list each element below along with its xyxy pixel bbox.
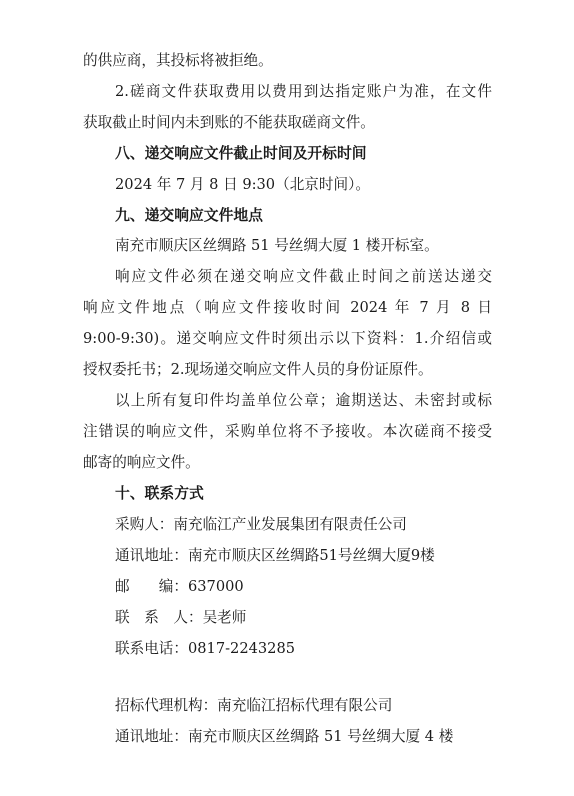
agency-name: 招标代理机构：南充临江招标代理有限公司 [115, 697, 393, 714]
rejection-clause-tail: 的供应商，其投标将被拒绝。 [83, 52, 273, 69]
contact-person: 联 系 人：吴老师 [115, 609, 247, 626]
submission-rules-line-1: 响应文件必须在递交响应文件截止时间之前送达递交 [115, 268, 492, 285]
submission-deadline: 2024 年 7 月 8 日 9:30（北京时间）。 [115, 176, 370, 193]
submission-rules-line-2: 响应文件地点（响应文件接收时间 2024 年 7 月 8 日 [83, 299, 492, 316]
postcode: 邮 编：637000 [115, 578, 244, 595]
submission-rules-line-4: 授权委托书；2.现场递交响应文件人员的身份证原件。 [83, 361, 433, 378]
section-8-heading: 八、递交响应文件截止时间及开标时间 [115, 145, 367, 162]
seal-rules-line-2: 注错误的响应文件，采购单位将不予接收。本次磋商不接受 [83, 423, 492, 440]
section-10-heading: 十、联系方式 [115, 485, 204, 502]
agency-address: 通讯地址：南充市顺庆区丝绸路 51 号丝绸大厦 4 楼 [115, 728, 454, 745]
fee-clause-line-1: 2.磋商文件获取费用以费用到达指定账户为准，在文件 [115, 83, 492, 100]
submission-rules-line-3: 9:00-9:30)。递交响应文件时须出示以下资料：1.介绍信或 [83, 330, 492, 347]
seal-rules-line-3: 邮寄的响应文件。 [83, 454, 200, 471]
purchaser-address: 通讯地址：南充市顺庆区丝绸路51号丝绸大厦9楼 [115, 547, 435, 564]
section-9-heading: 九、递交响应文件地点 [115, 207, 263, 224]
seal-rules-line-1: 以上所有复印件均盖单位公章；逾期送达、未密封或标 [115, 392, 492, 409]
contact-phone: 联系电话：0817-2243285 [115, 640, 296, 657]
fee-clause-line-2: 获取截止时间内未到账的不能获取磋商文件。 [83, 114, 375, 131]
purchaser-name: 采购人：南充临江产业发展集团有限责任公司 [115, 516, 407, 533]
submission-location: 南充市顺庆区丝绸路 51 号丝绸大厦 1 楼开标室。 [115, 237, 439, 254]
